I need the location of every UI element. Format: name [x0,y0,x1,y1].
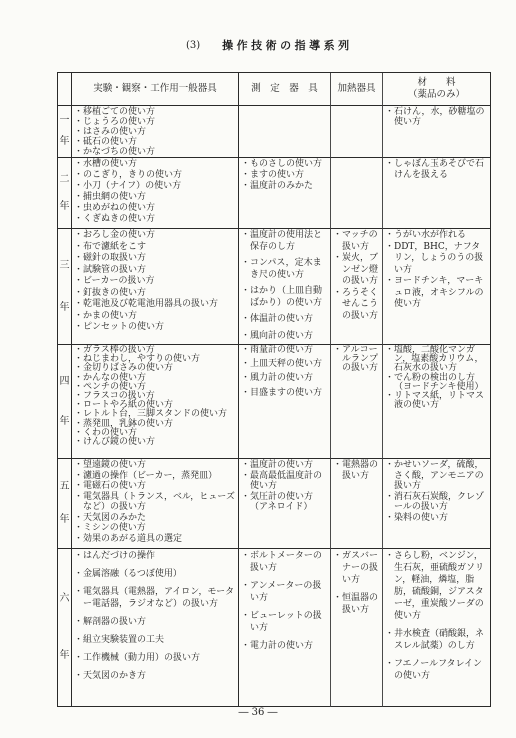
grade-cell [58,345,72,459]
tool-item: ・かなづちの使い方 [74,147,156,157]
grade-suffix: 年 [59,416,70,428]
tool-item: ・天気図のみかた [74,512,147,523]
heat-cell [331,459,383,549]
tool-item: ・けんび鏡の使い方 [74,437,156,448]
measure-item: ・最高最低温度計の使い方 [241,470,323,491]
header-tools-label: 実験・観察・工作用一般器具 [93,83,217,94]
tool-item: ・釘抜きの使い方 [74,287,147,298]
measure-item: ・コンパス，定木まき尺の使い方 [241,258,322,280]
tools-cell [72,549,239,707]
tool-item: ・砥石の使い方 [74,137,138,147]
materials-cell [383,459,491,549]
measure-item: ・ビューレットの扱い方 [241,611,322,633]
tools-cell [72,106,239,158]
grade-suffix: 年 [59,135,70,147]
tool-item: ・かまの使い方 [74,310,138,321]
tool-item: ・ミシンの使い方 [74,523,146,533]
header-heat-label: 加熱器具 [337,83,376,94]
tool-item: ・乾電池及び乾電池用器具の扱い方 [74,299,219,309]
measure-item: ・ますの使い方 [241,170,305,180]
grade-suffix: 年 [59,513,70,525]
tool-item: ・電磁石の使い方 [74,481,147,491]
grade-suffix: 年 [59,201,70,212]
tool-item: ・望遠鏡の使い方 [74,460,147,470]
measure-item: ・風向計の使い方 [241,330,314,341]
measure-item: ・ボルトメーターの扱い方 [241,551,322,573]
tool-item: ・虫めがねの使い方 [74,203,156,213]
grade-suffix: 年 [59,649,70,661]
material-item: ・消石灰石炭酸，クレゾールの扱い方 [385,491,485,512]
materials-cell [383,549,491,707]
tool-item: ・ロートやろ紙の使い方 [74,400,174,411]
tool-item: ・試験管の扱い方 [74,264,147,275]
tool-item: ・のこぎり，きりの使い方 [74,170,183,180]
measure-item: ・アンメーターの扱い方 [241,581,322,603]
material-item: ・うがい水が作れる [385,230,467,240]
grade-cell [58,106,72,158]
tool-item: ・電気器具（トランス，ベル，ヒューズなど）の扱い方 [74,491,235,512]
tool-item: ・工作機械（動力用）の扱い方 [74,653,201,663]
material-item: ・でん粉の検出のし方（ヨードチンキ使用） [385,372,484,392]
grade-cell [58,459,72,549]
materials-cell [383,158,491,229]
header-tools [72,73,239,106]
heat-cell [331,549,383,707]
tool-item: ・じょうろの使い方 [74,117,156,127]
tool-item: ・組立実験装置の工夫 [74,635,165,645]
heat-item: ・マッチの扱い方 [333,230,378,252]
guidance-table [57,72,491,707]
header-materials-label: 材 料 [417,77,456,88]
grade-numeral: 一 [59,115,70,127]
tool-item: ・おろし金の使い方 [74,230,156,240]
measure-item: ・目盛ますの使い方 [241,387,323,398]
material-item: ・さらし粉，ベンジン，生石灰，亜硫酸ガソリン，軽油，燐塩，脂肪，硫酸銅，ジアスターゼ，重炭酸ソーダの使い方 [385,551,485,621]
heat-item: ・電熱器の扱い方 [333,460,379,481]
measure-item: ・風力計の使い方 [241,373,314,384]
grade-cell [58,229,72,345]
heat-item: ・アルコールランプの扱い方 [333,345,379,374]
measure-item: ・はかり（上皿自動ばかり）の使い方 [241,286,323,308]
tool-item: ・移植ごての使い方 [74,107,156,117]
header-materials [383,73,491,106]
grade-numeral: 三 [59,259,70,271]
header-materials-note: （薬品のみ） [407,89,465,100]
tool-item: ・捕虫網の使い方 [74,192,147,202]
page-number: ― 36 ― [238,707,278,718]
heat-cell [331,158,383,229]
grade-numeral: 六 [59,593,70,605]
page-title: 操作技術の指導系列 [222,39,353,52]
tool-item: ・ペンチの使い方 [74,381,147,392]
header-measure [239,73,331,106]
tool-item: ・はんだづけの操作 [74,551,156,561]
measure-item: ・気圧計の使い方（アネロイド） [241,491,314,512]
materials-cell [383,106,491,158]
tool-item: ・濾過の操作（ビーカー，蒸発皿） [74,470,218,481]
tool-item: ・金切りばさみの使い方 [74,363,174,374]
tool-item: ・水槽の使い方 [74,159,138,169]
heat-item: ・炭火，ブンゼン燈の扱い方 [333,253,379,286]
tool-item: ・電気器具（電熱器，アイロン，モーター電話器，ラジオなど）の扱い方 [74,587,235,609]
heat-cell [331,229,383,345]
measure-item: ・電力計の使い方 [241,641,314,651]
grade-cell [58,549,72,707]
material-item: ・染料の使い方 [385,512,449,523]
heat-cell [331,106,383,158]
tool-item: ・かんなの使い方 [74,372,147,383]
measure-item: ・雨量計の使い方 [241,345,314,355]
header-heat [331,73,383,106]
materials-cell [383,345,491,459]
tool-item: ・フラスコの扱い方 [74,391,155,402]
measure-item: ・温度計のみかた [241,181,314,191]
material-item: ・塩酸，二酸化マンガン，塩素酸カリウム，石灰水の扱い方 [385,345,484,374]
material-item: ・リトマス紙，リトマス液の使い方 [385,391,485,411]
measure-item: ・上皿天秤の使い方 [241,359,323,370]
heat-item: ・ガスバーナーの扱い方 [333,551,379,585]
tools-cell [72,229,239,345]
tools-cell [72,158,239,229]
tool-item: ・レトルト台，三脚スタンドの使い方 [74,409,228,420]
measure-item: ・温度計の使い方 [241,460,314,470]
header-grade [58,73,72,106]
material-item: ・フエノールフタレインの使い方 [385,659,483,681]
tool-item: ・布で濾紙をこす [74,241,147,252]
tool-item: ・はさみの使い方 [74,127,147,137]
header-measure-label: 測 定 器 具 [251,83,318,94]
tool-item: ・くぎぬきの使い方 [74,214,156,224]
tool-item: ・小刀（ナイフ）の使い方 [74,181,182,191]
tool-item: ・蒸発皿，乳鉢の使い方 [74,418,174,429]
measure-cell [239,549,331,707]
heat-cell [331,345,383,459]
tool-item: ・くわの使い方 [74,427,138,438]
tool-item: ・ねじまわし，やすりの使い方 [74,354,201,365]
material-item: ・石けん，水，砂糖塩の使い方 [385,107,485,127]
measure-cell [239,106,331,158]
tool-item: ・ピンセットの使い方 [74,322,165,332]
grade-numeral: 五 [59,480,70,492]
material-item: ・DDT，BHC，ナフタリン，しょうのうの扱い方 [385,241,484,275]
grade-numeral: 二 [59,174,70,185]
grade-cell [58,158,72,229]
heat-item: ・ろうそくせんこうの扱い方 [333,287,379,321]
tool-item: ・効果のあがる道具の選定 [74,533,183,544]
heat-item: ・恒温器の扱い方 [333,593,379,615]
material-item: ・ヨードチンキ，マーキュロ液，オキシフルの使い方 [385,276,484,309]
section-heading [186,37,353,53]
grade-numeral: 四 [59,375,70,387]
measure-item: ・ものさしの使い方 [241,159,323,169]
measure-cell [239,229,331,345]
measure-item: ・温度計の使用法と保存のし方 [241,230,323,252]
tool-item: ・ビーカーの扱い方 [74,276,155,286]
tool-item: ・磁針の取扱い方 [74,253,147,263]
materials-cell [383,229,491,345]
material-item: ・しゃぼん玉あそびで石けんを扱える [385,159,485,180]
measure-cell [239,345,331,459]
tools-cell [72,459,239,549]
measure-cell [239,459,331,549]
measure-item: ・体温計の使い方 [241,314,314,324]
tool-item: ・金属溶融（るつぼ使用） [74,569,182,579]
grade-suffix: 年 [59,301,70,313]
measure-cell [239,158,331,229]
tool-item: ・天気図のかき方 [74,671,147,681]
tool-item: ・解剖器の扱い方 [74,617,147,627]
material-item: ・井水検査（硝酸銀，ネスレル試薬）のし方 [385,629,485,651]
tools-cell [72,345,239,459]
tool-item: ・ガラス棒の扱い方 [74,345,155,355]
section-number: (3) [186,39,201,51]
material-item: ・かせいソーダ，硫酸，さく酸，アンモニアの扱い方 [385,460,484,491]
